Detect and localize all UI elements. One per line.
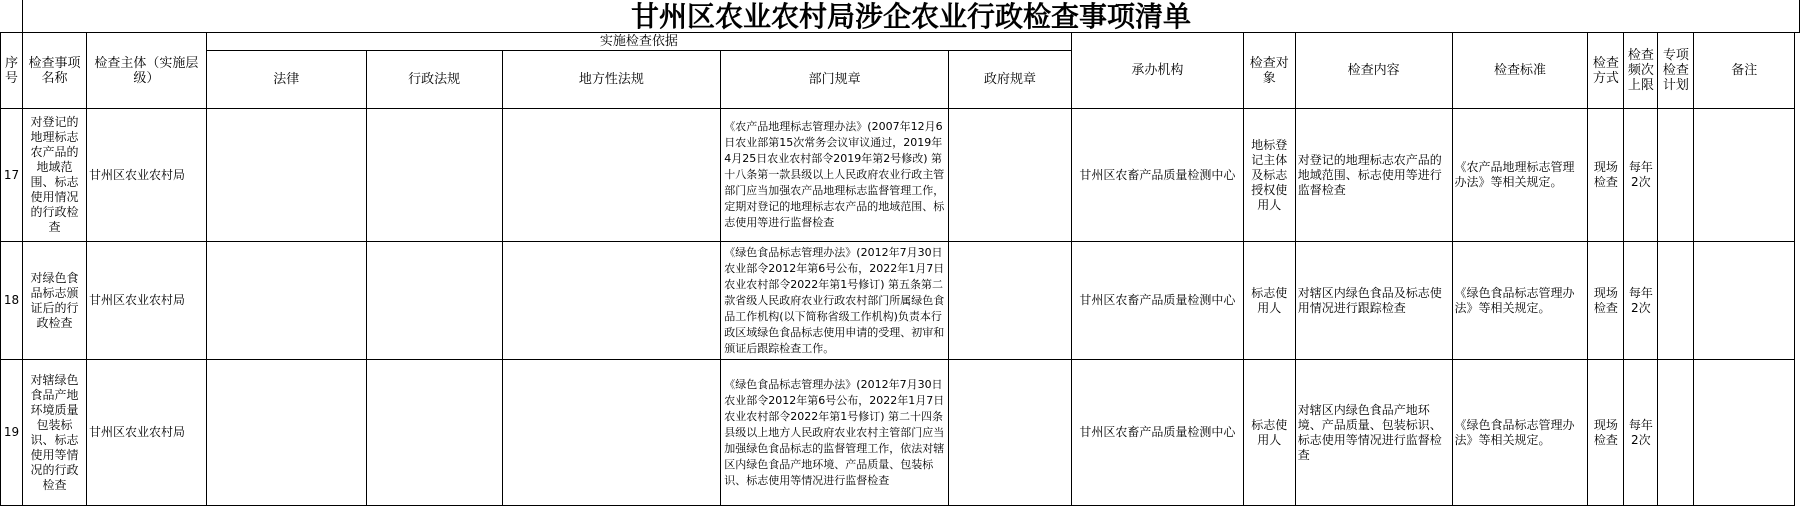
cell-content: 对登记的地理标志农产品的地域范围、标志使用等进行监督检查 <box>1295 109 1452 242</box>
header-local-reg: 地方性法规 <box>502 51 721 109</box>
header-dept-rule: 部门规章 <box>721 51 949 109</box>
cell-standard: 《绿色食品标志管理办法》等相关规定。 <box>1452 242 1588 360</box>
header-basis-group: 实施检查依据 <box>206 33 1071 51</box>
cell-freq: 每年2次 <box>1624 360 1658 506</box>
cell-object: 标志使用人 <box>1243 360 1295 506</box>
cell-gov-rule <box>949 109 1072 242</box>
cell-item-name: 对登记的地理标志农产品的地域范围、标志使用情况的行政检查 <box>22 109 86 242</box>
cell-subject: 甘州区农业农村局 <box>86 242 206 360</box>
cell-gov-rule <box>949 360 1072 506</box>
cell-subject: 甘州区农业农村局 <box>86 360 206 506</box>
cell-law <box>206 242 366 360</box>
cell-dept-rule: 《农产品地理标志管理办法》(2007年12月6日农业部第15次常务会议审议通过，2019年4月25日农业农村部令2019年第2号修改) 第十八条第一款县级以上人民政府农业行政主管部门应当加强农产品地理标志监督管理工作，定期对登记的地理标志农产品的地域范围、标志使用等进行监督检查 <box>721 109 949 242</box>
cell-object: 标志使用人 <box>1243 242 1295 360</box>
cell-remark <box>1694 109 1795 242</box>
cell-local-reg <box>502 109 721 242</box>
cell-gov-rule <box>949 242 1072 360</box>
cell-method: 现场检查 <box>1588 360 1624 506</box>
table-row <box>1 242 1800 360</box>
cell-subject: 甘州区农业农村局 <box>86 109 206 242</box>
cell-item-name: 对绿色食品标志颁证后的行政检查 <box>22 242 86 360</box>
cell-law <box>206 360 366 506</box>
header-object: 检查对象 <box>1243 33 1295 109</box>
cell-dept-rule: 《绿色食品标志管理办法》(2012年7月30日农业部令2012年第6号公布，2022年1月7日农业农村部令2022年第1号修订) 第二十四条县级以上地方人民政府农业农村主管部门应当加强绿色食品标志的监督管理工作，依法对辖区内绿色食品产地环境、产品质量、包装标识、标志使用等情况进行监督检查 <box>721 360 949 506</box>
cell-plan <box>1658 109 1694 242</box>
header-remark: 备注 <box>1694 33 1795 109</box>
cell-org: 甘州区农畜产品质量检测中心 <box>1071 360 1243 506</box>
cell-method: 现场检查 <box>1588 242 1624 360</box>
header-gov-rule: 政府规章 <box>949 51 1072 109</box>
header-content: 检查内容 <box>1295 33 1452 109</box>
cell-admin-reg <box>366 360 502 506</box>
cell-seq: 19 <box>1 360 23 506</box>
cell-plan <box>1658 360 1694 506</box>
cell-org: 甘州区农畜产品质量检测中心 <box>1071 109 1243 242</box>
cell-plan <box>1658 242 1694 360</box>
cell-dept-rule: 《绿色食品标志管理办法》(2012年7月30日农业部令2012年第6号公布，2022年1月7日农业农村部令2022年第1号修订) 第五条第二款省级人民政府农业行政农村部门所属绿色食品工作机构(以下简称省级工作机构)负责本行政区域绿色食品标志使用申请的受理、初审和颁证后跟踪检查工作。 <box>721 242 949 360</box>
title-row <box>1 0 1800 33</box>
header-plan: 专项检查计划 <box>1658 33 1694 109</box>
table-row <box>1 360 1800 506</box>
header-item-name: 检查事项名称 <box>22 33 86 109</box>
header-method: 检查方式 <box>1588 33 1624 109</box>
table-row <box>1 109 1800 242</box>
header-seq: 序号 <box>1 33 23 109</box>
header-admin-reg: 行政法规 <box>366 51 502 109</box>
cell-seq: 18 <box>1 242 23 360</box>
cell-remark <box>1694 360 1795 506</box>
cell-content: 对辖区内绿色食品产地环境、产品质量、包装标识、标志使用等情况进行监督检查 <box>1295 360 1452 506</box>
cell-remark <box>1694 242 1795 360</box>
cell-item-name: 对辖绿色食品产地环境质量包装标识、标志使用等情况的行政检查 <box>22 360 86 506</box>
cell-local-reg <box>502 360 721 506</box>
title-left-blank <box>1 0 23 33</box>
cell-content: 对辖区内绿色食品及标志使用情况进行跟踪检查 <box>1295 242 1452 360</box>
cell-freq: 每年2次 <box>1624 109 1658 242</box>
cell-local-reg <box>502 242 721 360</box>
cell-freq: 每年2次 <box>1624 242 1658 360</box>
header-freq: 检查频次上限 <box>1624 33 1658 109</box>
cell-admin-reg <box>366 242 502 360</box>
cell-seq: 17 <box>1 109 23 242</box>
cell-org: 甘州区农畜产品质量检测中心 <box>1071 242 1243 360</box>
header-law: 法律 <box>206 51 366 109</box>
cell-standard: 《农产品地理标志管理办法》等相关规定。 <box>1452 109 1588 242</box>
cell-object: 地标登记主体及标志授权使用人 <box>1243 109 1295 242</box>
header-org: 承办机构 <box>1071 33 1243 109</box>
header-row-1 <box>1 33 1800 51</box>
cell-method: 现场检查 <box>1588 109 1624 242</box>
cell-admin-reg <box>366 109 502 242</box>
cell-standard: 《绿色食品标志管理办法》等相关规定。 <box>1452 360 1588 506</box>
page-title: 甘州区农业农村局涉企农业行政检查事项清单 <box>22 0 1799 33</box>
cell-law <box>206 109 366 242</box>
header-standard: 检查标准 <box>1452 33 1588 109</box>
edge-blank <box>1795 33 1800 506</box>
header-subject: 检查主体（实施层级） <box>86 33 206 109</box>
